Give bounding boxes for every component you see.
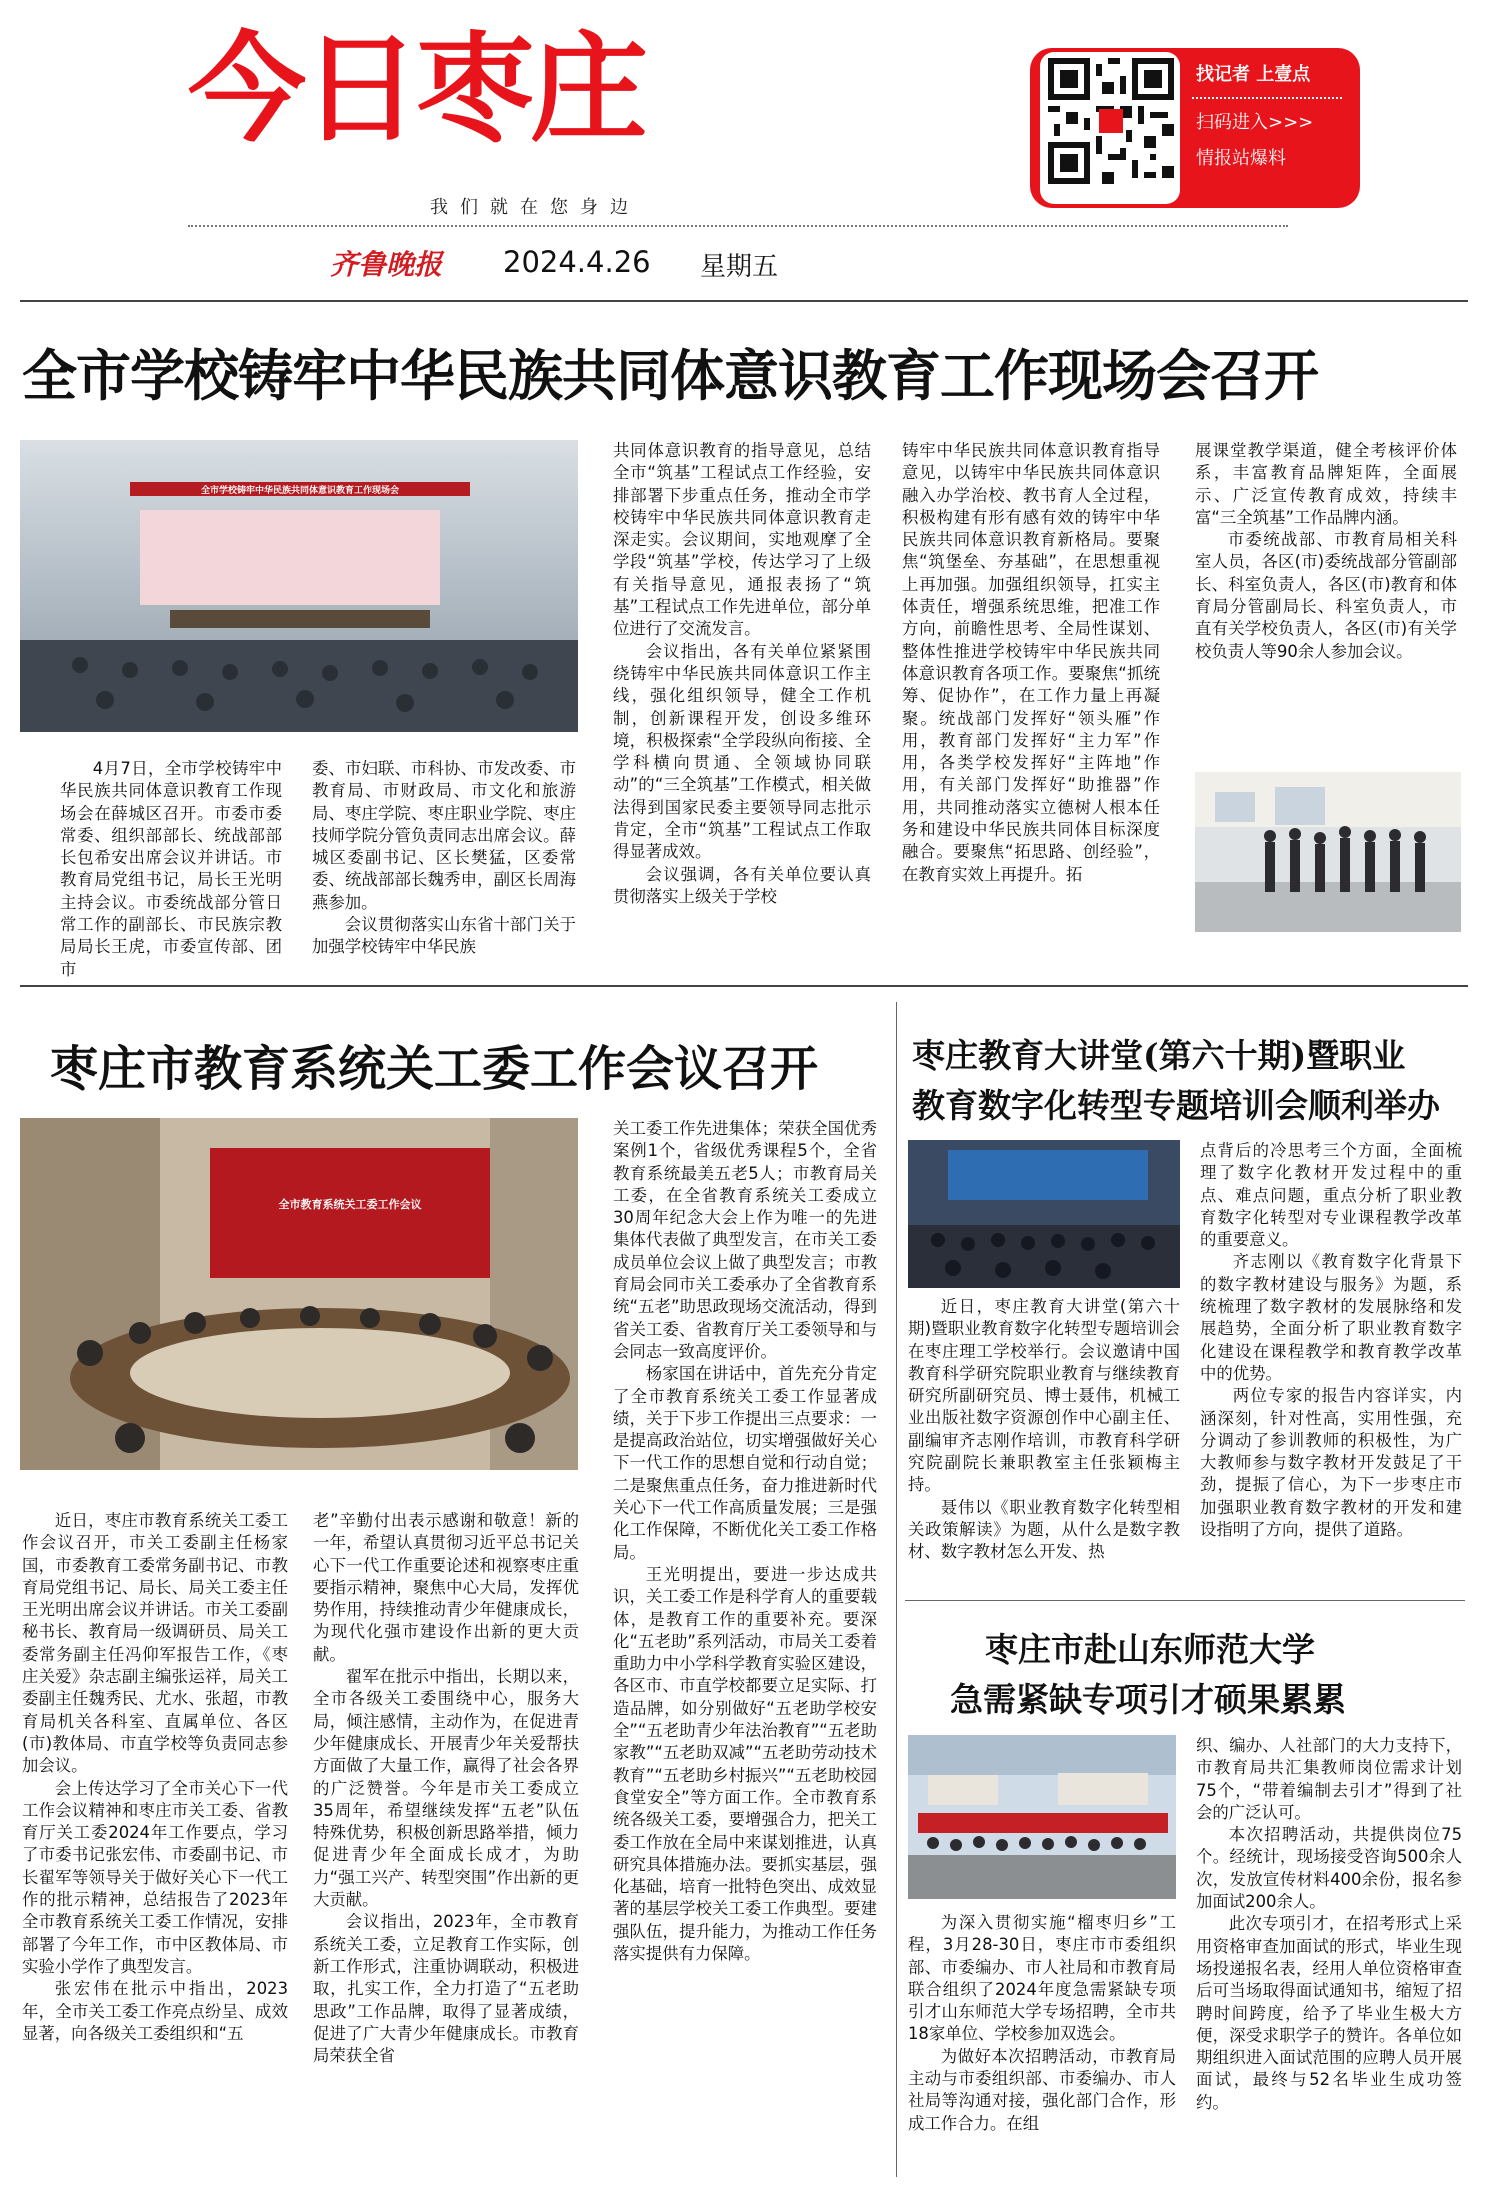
paragraph: 翟军在批示中指出，长期以来，全市各级关工委围绕中心，服务大局，倾注感情，主动作为，在促进青少年健康成长、开展青少年关爱帮扶方面做了大量工作，赢得了社会各界的广泛赞誉。今年是市关工委成立35周年，希望继续发挥“五老”队伍特殊优势，积极创新思路举措，倾力促进青少年全面成长成才，为助力“强工兴产、转型突围”作出新的更大贡献。 [313,1667,579,1910]
masthead-slogan: 我们就在您身边 [430,197,640,218]
paragraph: 关工委工作先进集体；荣获全国优秀案例1个，省级优秀课程5个，全省教育系统最美五老5人；市教育局关工委，在全省教育系统关工委成立30周年纪念大会上作为唯一的先进集体代表做了典型发言，在市关工委成员单位会议上做了典型发言；市教育局会同市关工委承办了全省教育系统“五老”助思政现场交流活动，得到省关工委、省教育厅关工委领导和与会同志一致高度评价。 [613,1119,877,1361]
article1-col5 [1195,440,1457,740]
article2-col2 [313,1510,579,2178]
column-divider [896,1002,897,2177]
article1-col4 [902,440,1160,958]
article4-col2 [1196,1735,1462,2178]
qr-divider [1192,97,1342,99]
paragraph: 织、编办、人社部门的大力支持下，市教育局共汇集教师岗位需求计划75个，“带着编制去引才”得到了社会的广泛认可。 [1196,1736,1462,1822]
paragraph: 共同体意识教育的指导意见，总结全市“筑基”工程试点工作经验，安排部署下步重点任务，推动全市学校铸牢中华民族共同体意识教育走深走实。会议期间，实地观摩了全学段“筑基”学校，传达学习了上级有关指导意见，通报表扬了“筑基”工程试点工作先进单位，部分单位进行了交流发言。 [613,441,871,639]
paragraph: 杨家国在讲话中，首先充分肯定了全市教育系统关工委工作显著成绩，关于下步工作提出三点要求：一是提高政治站位，切实增强做好关心下一代工作的思想自觉和行动自觉；二是聚焦重点任务，奋力推进新时代关心下一代工作高质量发展；三是强化工作保障，不断优化关工委工作格局。 [613,1364,877,1562]
article2-col1 [22,1510,288,2178]
masthead-rule [20,300,1468,302]
qr-code-icon[interactable] [1048,58,1174,184]
paragraph: 市委统战部、市教育局相关科室人员，各区(市)委统战部分管副部长、科室负责人，各区(市)教育和体育局分管副局长、科室负责人，市直有关学校负责人，各区(市)有关学校负责人等90余人参加会议。 [1195,530,1457,661]
paragraph: 会议指出，各有关单位紧紧围绕铸牢中华民族共同体意识工作主线，强化组织领导，健全工作机制，创新课程开发，创设多维环境，积极探索“全学段纵向衔接、全学科横向贯通、全领域协同联动”的“三全筑基”工作模式，相关做法得到国家民委主要领导同志批示肯定，全市“筑基”工程试点工作取得显著成效。 [613,641,871,862]
issue-weekday: 星期五 [700,252,779,282]
article1-photo-meeting-hall [20,440,578,732]
article1-photo-banner: 全市学校铸牢中华民族共同体意识教育工作现场会 [200,486,399,496]
paragraph: 近日，枣庄市教育系统关工委工作会议召开，市关工委副主任杨家国，市委教育工委常务副书记、市教育局党组书记、局长、局关工委主任王光明出席会议并讲话。市关工委副秘书长、教育局一级调研员、局关工委常务副主任冯仰军报告工作，《枣庄关爱》杂志副主编张运祥，局关工委副主任魏秀民、尤水、张超，市教育局机关各科室、直属单位、各区(市)教体局、市直学校等负责同志参加会议。 [22,1511,288,1776]
article2-photo-meeting [20,1118,578,1470]
article3-headline-line1: 枣庄教育大讲堂(第六十期)暨职业 [912,1036,1406,1075]
article2-photo-banner: 全市教育系统关工委工作会议 [278,1198,422,1211]
article1-col1 [60,758,282,979]
section-rule [20,985,1468,987]
paragraph: 张宏伟在批示中指出，2023年，全市关工委工作亮点纷呈、成效显著，向各级关工委组织和“五 [22,1979,288,2043]
paragraph: 齐志刚以《教育数字化背景下的数字教材建设与服务》为题，系统梳理了数字教材的发展脉络和发展趋势，全面分析了职业教育数字化建设在课程教学和教育教学改革中的优势。 [1200,1252,1462,1383]
masthead-divider [188,225,1288,227]
article4-col1 [908,1912,1176,2178]
paragraph: 两位专家的报告内容详实，内涵深刻，针对性高，实用性强，充分调动了参训教师的积极性，为广大教师参与数字教材开发鼓足了干劲，提振了信心，为下一步枣庄市加强职业教育数字教材的开发和建设指明了方向，提供了道路。 [1200,1386,1462,1540]
paragraph: 点背后的冷思考三个方面，全面梳理了数字化教材开发过程中的重点、难点问题，重点分析了职业教育数字化转型对专业课程教学改革的重要意义。 [1200,1141,1462,1250]
article4-headline-line2: 急需紧缺专项引才硕果累累 [950,1680,1346,1719]
article3-photo-lecture [908,1140,1180,1288]
paragraph: 会议贯彻落实山东省十部门关于加强学校铸牢中华民族 [312,915,576,957]
article3-headline-line2: 教育数字化转型专题培训会顺利举办 [912,1086,1440,1125]
issue-date: 2024.4.26 [503,245,651,279]
paragraph: 为做好本次招聘活动，市教育局主动与市委组织部、市委编办、市人社局等沟通对接，强化部门合作，形成工作合力。在组 [908,2046,1176,2133]
article3-col2 [1200,1140,1462,1592]
paragraph: 会上传达学习了全市关心下一代工作会议精神和枣庄市关工委、省教育厅关工委2024年工作要点，学习了市委书记张宏伟、市委副书记、市长翟军等领导关于做好关心下一代工作的批示精神，总结报告了2023年全市教育系统关工委工作情况，安排部署了今年工作，市中区教体局、市实验小学作了典型发言。 [22,1778,288,1976]
paragraph: 委、市妇联、市科协、市发改委、市教育局、市财政局、市文化和旅游局、枣庄学院、枣庄职业学院、枣庄技师学院分管负责同志出席会议。薛城区委副书记、区长樊猛，区委常委、统战部部长魏秀申，副区长周海燕参加。 [312,759,576,912]
article1-headline: 全市学校铸牢中华民族共同体意识教育工作现场会召开 [22,343,1319,408]
paragraph: 聂伟以《职业教育数字化转型相关政策解读》为题，从什么是数字教材、数字教材怎么开发、热 [908,1497,1180,1562]
article1-col2 [312,758,576,958]
section-rule [905,1600,1465,1601]
paragraph: 会议指出，2023年，全市教育系统关工委，立足教育工作实际，创新工作形式，注重协调联动，积极进取，扎实工作，全力打造了“五老助思政”工作品牌，取得了显著成绩，促进了广大青少年健康成长。市教育局荣获全省 [313,1912,579,2066]
article2-headline: 枣庄市教育系统关工委工作会议召开 [50,1041,819,1097]
paragraph: 此次专项引才，在招考形式上采用资格审查加面试的形式，毕业生现场投递报名表，经用人单位资格审查后可当场取得面试通知书，缩短了招聘时间跨度，给予了毕业生极大方便，深受求职学子的赞许。各单位如期组织进入面试范围的应聘人员开展面试，最终与52名毕业生成功签约。 [1196,1914,1462,2112]
qr-promo-line1: 找记者 上壹点 [1196,64,1311,85]
paragraph: 近日，枣庄教育大讲堂(第六十期)暨职业教育数字化转型专题培训会在枣庄理工学校举行。会议邀请中国教育科学研究院职业教育与继续教育研究所副研究员、博士聂伟，机械工业出版社数字资源创作中心副主任、副编审齐志刚作培训，市教育科学研究院副院长兼职教室主任张颖梅主持。 [908,1297,1180,1495]
paragraph: 4月7日，全市学校铸牢中华民族共同体意识教育工作现场会在薛城区召开。市委市委常委、组织部部长、统战部部长包希安出席会议并讲话。市教育局党组书记，局长王光明主持会议。市委统战部分管日常工作的副部长、市民族宗教局局长王虎，市委宣传部、团市 [60,759,282,979]
qr-promo-line2[interactable]: 扫码进入>>> [1196,112,1314,133]
paragraph: 王光明提出，要进一步达成共识，关工委工作是科学育人的重要载体，是教育工作的重要补充。要深化“五老助”系列活动，市局关工委着重助力中小学科学教育实验区建设，各区市、市直学校都要立足实际、打造品牌，如分别做好“五老助学校安全”“五老助青少年法治教育”“五老助家教”“五老助双减”“五老助劳动技术教育”“五老助乡村振兴”“五老助校园食堂安全”等方面工作。全市教育系统各级关工委，要增强合力，把关工委工作放在全局中来谋划推进，认真研究具体措施办法。要抓实基层，强化基础，培育一批特色突出、成效显著的基层学校关工委工作典型。要建强队伍，提升能力，为推动工作任务落实提供有力保障。 [613,1564,877,1963]
article3-col1 [908,1296,1180,1592]
paragraph: 铸牢中华民族共同体意识教育指导意见，以铸牢中华民族共同体意识融入办学治校、教书育人全过程，积极构建有形有感有效的铸牢中华民族共同体意识教育新格局。要聚焦“筑堡垒、夯基础”，在思想重视上再加强。加强组织领导，扛实主体责任，增强系统思维，把准工作方向，前瞻性思考、全局性谋划、整体性推进学校铸牢中华民族共同体意识教育各项工作。要聚焦“抓统筹、促协作”，在工作力量上再凝聚。统战部门发挥好“领头雁”作用，教育部门发挥好“主力军”作用，各类学校发挥好“主阵地”作用，有关部门发挥好“助推器”作用，共同推动落实立德树人根本任务和建设中华民族共同体目标深度融合。要聚焦“拓思路、创经验”，在教育实效上再提升。拓 [902,441,1160,884]
article2-col3 [613,1118,877,2178]
masthead-title: 今日枣庄 [188,20,645,158]
article4-photo-job-fair [908,1735,1176,1899]
paragraph: 会议强调，各有关单位要认真贯彻落实上级关于学校 [613,864,871,906]
paragraph: 为深入贯彻实施“榴枣归乡”工程，3月28-30日，枣庄市市委组织部、市委编办、市人社局和市教育局联合组织了2024年度急需紧缺专项引才山东师范大学专场招聘，全市共18家单位、学校参加双选会。 [908,1913,1176,2044]
qr-promo-line3[interactable]: 情报站爆料 [1196,148,1286,169]
article1-col3 [613,440,871,958]
paragraph: 本次招聘活动，共提供岗位75个。经统计，现场接受咨询500余人次，发放宣传材料400余份，报名参加面试200余人。 [1196,1825,1462,1912]
article4-headline-line1: 枣庄市赴山东师范大学 [985,1630,1315,1669]
brand-logo: 齐鲁晚报 [330,248,443,281]
paragraph: 展课堂教学渠道，健全考核评价体系，丰富教育品牌矩阵，全面展示、广泛宣传教育成效，持续丰富“三全筑基”工作品牌内涵。 [1195,441,1457,527]
article1-photo-visit [1195,772,1461,932]
paragraph: 老”辛勤付出表示感谢和敬意！新的一年，希望认真贯彻习近平总书记关心下一代工作重要论述和视察枣庄重要指示精神，聚焦中心大局，发挥优势作用，持续推动青少年健康成长，为现代化强市建设作出新的更大贡献。 [313,1511,579,1664]
